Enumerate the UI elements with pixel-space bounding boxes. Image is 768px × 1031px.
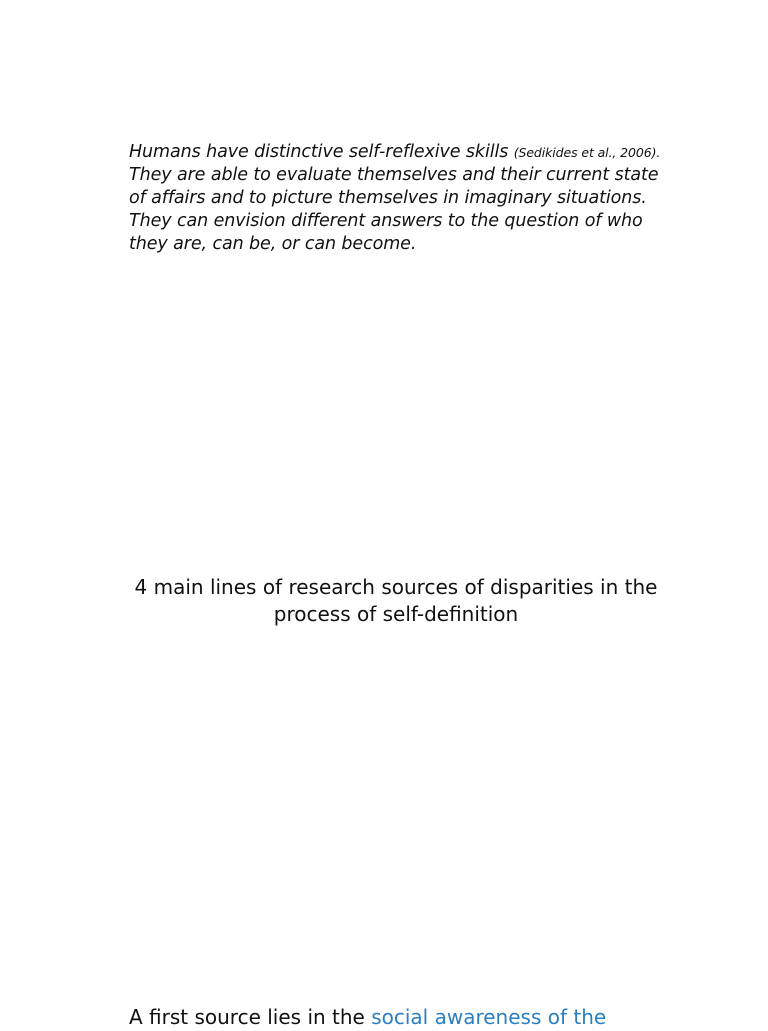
intro-citation: (Sedikides et al., 2006). — [513, 145, 661, 160]
next-paragraph — [129, 1004, 749, 1031]
intro-body-text: They are able to evaluate themselves and their current state of affairs and to picture themselves in imaginary situations. They can envision different answers to the question of who they are, can be, or can become. — [129, 165, 659, 254]
section-heading: 4 main lines of research sources of disparities in the process of self-definition — [134, 575, 658, 626]
intro-paragraph — [129, 141, 669, 256]
intro-lead-text: Humans have distinctive self-reflexive skills — [129, 142, 514, 162]
next-paragraph-text: A first source lies in the — [129, 1005, 372, 1029]
social-awareness-link[interactable]: social awareness of the — [371, 1005, 607, 1029]
